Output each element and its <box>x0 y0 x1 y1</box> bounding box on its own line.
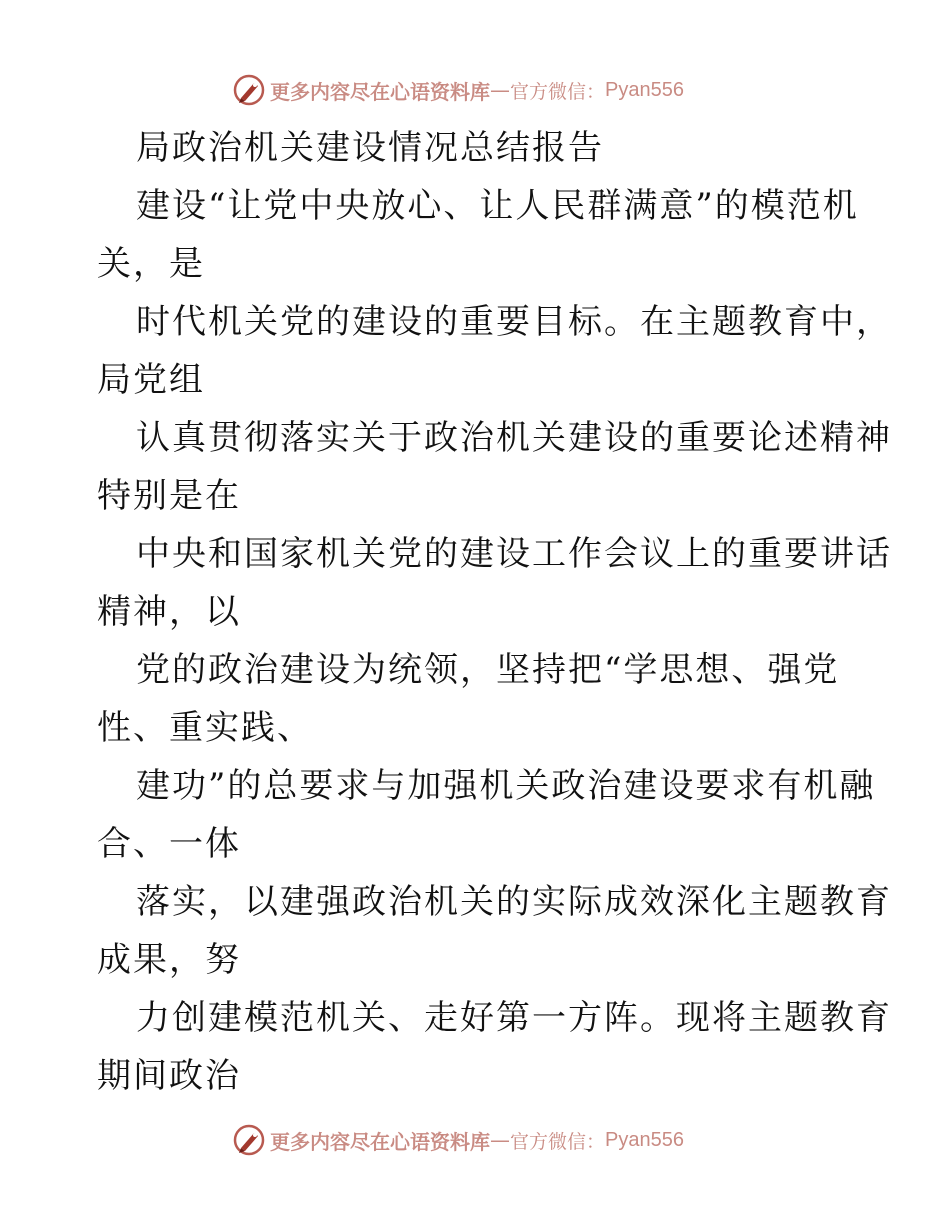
doc-line: 力创建模范机关、走好第一方阵。现将主题教育 <box>136 998 892 1038</box>
banner-official-label: 官方微信： <box>510 80 606 103</box>
pen-logo-icon <box>232 1123 266 1157</box>
doc-line: 中央和国家机关党的建设工作会议上的重要讲话 <box>136 534 892 574</box>
pen-logo-icon <box>232 73 266 107</box>
doc-line: 局政治机关建设情况总结报告 <box>136 128 604 168</box>
footer-banner-content <box>232 1120 684 1160</box>
doc-line: 关，是 <box>97 244 205 284</box>
doc-line: 局党组 <box>97 360 205 400</box>
doc-line: 建功”的总要求与加强机关政治建设要求有机融 <box>136 766 876 806</box>
banner-wechat-id: Pyan556 <box>605 1128 684 1151</box>
banner-main-text: 更多内容尽在心语资料库 <box>270 1129 490 1154</box>
footer-banner <box>0 1120 950 1160</box>
banner-dash: — <box>490 1128 510 1152</box>
doc-line: 精神，以 <box>97 592 241 632</box>
doc-line: 党的政治建设为统领，坚持把“学思想、强党 <box>136 650 840 690</box>
banner-main-text: 更多内容尽在心语资料库 <box>270 79 490 104</box>
doc-line: 合、一体 <box>97 824 241 864</box>
doc-line: 落实，以建强政治机关的实际成效深化主题教育 <box>136 882 892 922</box>
doc-line: 成果，努 <box>97 940 241 980</box>
doc-line: 特别是在 <box>97 476 241 516</box>
doc-line: 时代机关党的建设的重要目标。在主题教育中， <box>136 302 892 342</box>
header-banner <box>0 70 950 110</box>
banner-official-label: 官方微信： <box>510 1130 606 1153</box>
doc-line: 建设“让党中央放心、让人民群满意”的模范机 <box>136 186 859 226</box>
doc-line: 认真贯彻落实关于政治机关建设的重要论述精神 <box>136 418 892 458</box>
doc-line: 性、重实践、 <box>97 708 313 748</box>
doc-line: 期间政治 <box>97 1056 241 1096</box>
banner-dash: — <box>490 78 510 102</box>
banner-wechat-id: Pyan556 <box>605 78 684 101</box>
header-banner-content <box>232 70 684 110</box>
